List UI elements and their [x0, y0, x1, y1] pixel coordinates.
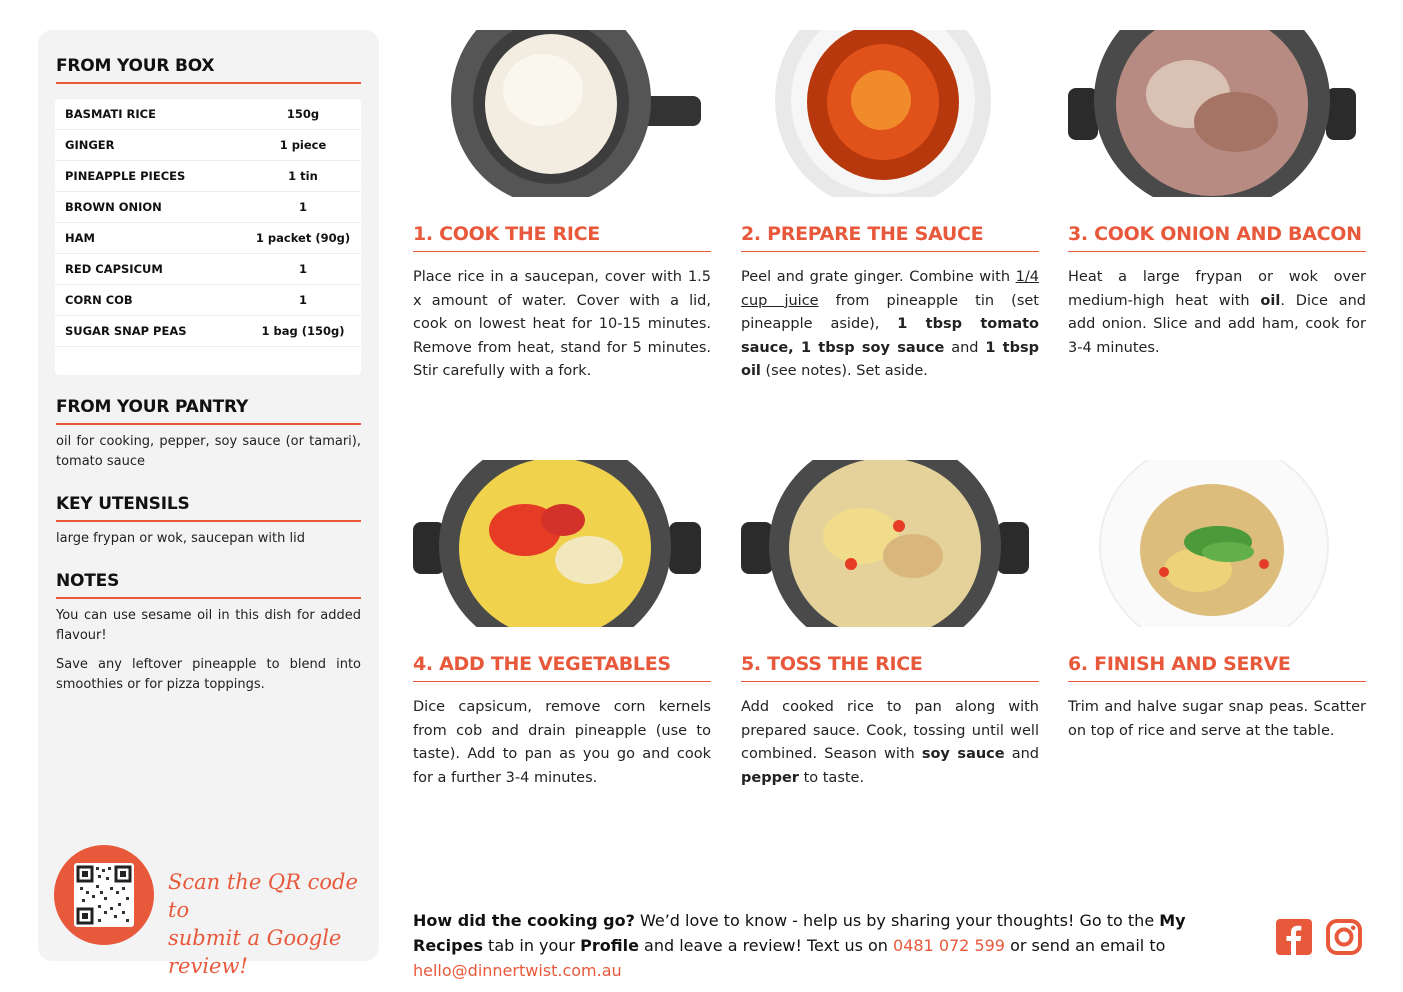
- step-6-heading: 6. FINISH AND SERVE: [1068, 653, 1366, 682]
- ingredient-name: RED CAPSICUM: [65, 262, 163, 276]
- text-run: and leave a review! Text us on: [638, 936, 894, 955]
- text-run: 1 tbsp oil: [741, 339, 1039, 379]
- notes-heading: NOTES: [56, 571, 361, 599]
- ingredient-qty: 1 packet (90g): [255, 231, 351, 245]
- qr-caption-line2: submit a Google review!: [168, 926, 342, 978]
- profile-link: Profile: [580, 936, 639, 955]
- feedback-question: How did the cooking go?: [413, 911, 635, 930]
- table-row: [55, 130, 361, 161]
- from-your-pantry-heading: FROM YOUR PANTRY: [56, 397, 361, 425]
- text-run: (see notes). Set aside.: [760, 363, 928, 379]
- text-run: and: [944, 339, 986, 356]
- step-3-text: [1068, 266, 1366, 360]
- qr-code-badge[interactable]: [54, 845, 154, 945]
- table-row: [55, 161, 361, 192]
- email-link[interactable]: hello@dinnertwist.com.au: [413, 961, 622, 980]
- table-row: [55, 285, 361, 316]
- ingredient-qty: 1: [298, 293, 307, 307]
- my-recipes-link: My Recipes: [413, 911, 1186, 955]
- phone-number-link[interactable]: 0481 072 599: [893, 936, 1005, 955]
- text-run: soy sauce: [921, 746, 1005, 762]
- rice-pot-icon: [413, 30, 701, 197]
- text-run: 1 tbsp tomato sauce, 1 tbsp soy sauce: [741, 316, 1040, 356]
- note-1: You can use sesame oil in this dish for added flavour!: [56, 608, 361, 643]
- step-6-text: Trim and halve sugar snap peas. Scatter on top of rice and serve at the table.: [1068, 699, 1366, 739]
- text-run: Peel and grate ginger. Combine with: [741, 269, 1016, 285]
- text-run: We’d love to know - help us by sharing your thoughts! Go to the: [634, 911, 1160, 930]
- from-your-box-heading: FROM YOUR BOX: [56, 56, 361, 84]
- table-row: [55, 254, 361, 285]
- step-1-text: Place rice in a saucepan, cover with 1.5 x amount of water. Cover with a lid, cook on lowest heat for 10-15 minutes. Remove from heat, stand for 5 minutes. Stir carefully with a fork.: [413, 269, 711, 379]
- ingredient-name: BASMATI RICE: [65, 107, 156, 121]
- text-run: oil: [1260, 292, 1281, 309]
- step-1-heading: 1. COOK THE RICE: [413, 223, 711, 252]
- step-4-text: Dice capsicum, remove corn kernels from cob and drain pineapple (use to taste). Add to pan as you go and cook for a further 3-4 minutes.: [413, 699, 711, 786]
- step-5-heading: 5. TOSS THE RICE: [741, 653, 1039, 682]
- qr-caption: [168, 868, 368, 980]
- ingredient-qty: 1 tin: [288, 169, 318, 183]
- ingredient-name: GINGER: [65, 138, 115, 152]
- table-row: [55, 99, 361, 130]
- text-run: tab in your: [482, 936, 581, 955]
- ingredient-name: CORN COB: [65, 293, 133, 307]
- vegetable-pan-icon: [413, 460, 701, 627]
- text-run: Add cooked rice to pan along with prepared sauce. Cook, tossing until well combined. Season with: [741, 699, 1039, 762]
- qr-caption-line1: Scan the QR code to: [168, 870, 358, 922]
- fried-rice-pan-icon: [741, 460, 1029, 627]
- instagram-icon[interactable]: [1325, 918, 1363, 956]
- step-3-heading: 3. COOK ONION AND BACON: [1068, 223, 1366, 252]
- text-run: Heat a large frypan or wok over medium-high heat with: [1068, 269, 1366, 309]
- ingredient-name: BROWN ONION: [65, 200, 162, 214]
- ingredient-qty: 1: [298, 200, 307, 214]
- step-2-heading: 2. PREPARE THE SAUCE: [741, 223, 1039, 252]
- text-run: pepper: [741, 769, 799, 786]
- note-2: Save any leftover pineapple to blend into smoothies or for pizza toppings.: [56, 657, 361, 692]
- text-run: to taste.: [798, 769, 865, 786]
- step-4-heading: 4. ADD THE VEGETABLES: [413, 653, 711, 682]
- step-5-text: [741, 696, 1039, 790]
- sidebar: [38, 30, 379, 978]
- step-2-text: [741, 266, 1039, 384]
- pantry-text: oil for cooking, pepper, soy sauce (or tamari), tomato sauce: [56, 434, 361, 469]
- ingredient-qty: 1: [298, 262, 307, 276]
- ingredient-qty: 1 piece: [279, 138, 327, 152]
- key-utensils-heading: KEY UTENSILS: [56, 494, 361, 522]
- ingredient-qty: 1 bag (150g): [261, 324, 345, 338]
- qr-code-icon: [74, 863, 134, 927]
- text-run: 1/4 cup juice: [741, 269, 1039, 309]
- ingredients-table: [55, 99, 361, 375]
- text-run: from pineapple tin (set pineapple aside),: [741, 292, 1039, 332]
- ingredient-name: HAM: [65, 231, 95, 245]
- utensils-text: large frypan or wok, saucepan with lid: [56, 531, 305, 546]
- feedback-footer: [413, 908, 1253, 983]
- table-row: [55, 223, 361, 254]
- table-row: [55, 192, 361, 223]
- ingredient-qty: 150g: [286, 107, 320, 121]
- text-run: and: [1004, 746, 1039, 762]
- table-row: [55, 316, 361, 347]
- served-plate-icon: [1068, 460, 1356, 627]
- sauce-bowl-icon: [741, 30, 1029, 197]
- onion-bacon-pan-icon: [1068, 30, 1356, 197]
- ingredient-name: SUGAR SNAP PEAS: [65, 324, 187, 338]
- text-run: or send an email to: [1004, 936, 1166, 955]
- ingredient-name: PINEAPPLE PIECES: [65, 169, 186, 183]
- text-run: . Dice and add onion. Slice and add ham, cook for 3-4 minutes.: [1068, 292, 1366, 356]
- facebook-icon[interactable]: [1275, 918, 1313, 956]
